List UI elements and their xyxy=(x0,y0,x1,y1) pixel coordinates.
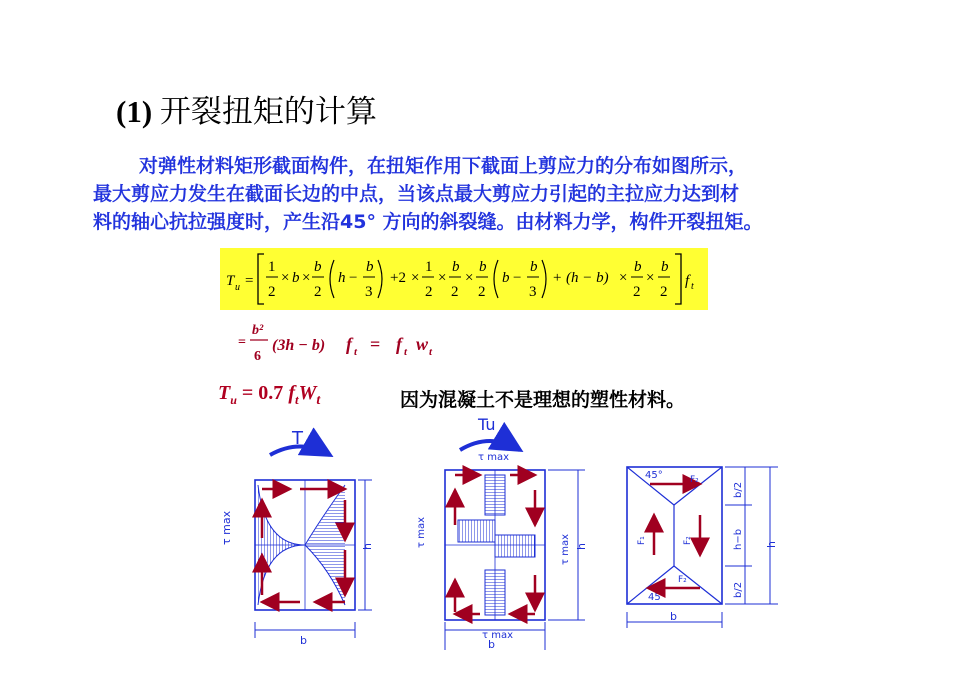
svg-text:b: b xyxy=(530,259,538,275)
note-text: 因为混凝土不是理想的塑性材料。 xyxy=(400,389,686,411)
svg-text:×: × xyxy=(646,270,655,286)
svg-text:3: 3 xyxy=(529,284,537,300)
d1-tau-label: τ max xyxy=(220,510,233,545)
f2-eq: = xyxy=(238,335,246,350)
d2-tau-bottom-label: τ max xyxy=(482,630,513,641)
paragraph-line-2: 最大剪应力发生在截面长边的中点，当该点最大剪应力引起的主拉应力达到材 xyxy=(93,183,740,205)
d2-torque-label: Tu xyxy=(478,415,496,434)
d2-b-label: b xyxy=(488,638,495,651)
svg-text:2: 2 xyxy=(633,284,641,300)
svg-text:×: × xyxy=(411,270,420,286)
d3-b-label: b xyxy=(670,610,677,623)
svg-text:2: 2 xyxy=(451,284,459,300)
term3-hb: (h − b) xyxy=(566,270,609,286)
term1-b-num: b xyxy=(314,259,322,275)
d3-F1-label: F₁ xyxy=(637,536,647,545)
d3-45-bot-label: 45° xyxy=(648,592,666,603)
d3-hb-label: h−b xyxy=(733,528,744,550)
heading-number: (1) xyxy=(116,94,153,129)
d3-F2-bot-label: F₂ xyxy=(678,575,687,585)
f2-ft2-sub: t xyxy=(404,346,408,358)
d3-h-label: h xyxy=(765,541,778,548)
paragraph-line-3: 料的轴心抗拉强度时，产生沿45° 方向的斜裂缝。由材料力学，构件开裂扭矩。 xyxy=(93,211,763,233)
svg-text:×: × xyxy=(438,270,447,286)
diagram-plastic xyxy=(416,415,588,651)
term1-b: b xyxy=(292,270,300,286)
f2-ft: f xyxy=(346,334,352,354)
term1-b-den: 2 xyxy=(314,284,322,300)
svg-text:b: b xyxy=(634,259,642,275)
svg-text:−: − xyxy=(349,270,358,286)
f3-coef: = 0.7 xyxy=(241,382,289,404)
term1-h: h xyxy=(338,270,346,286)
f3-T: T xyxy=(218,382,231,404)
f3-W-sub: t xyxy=(316,393,321,408)
f2-ft-sub: t xyxy=(354,346,358,358)
svg-text:×: × xyxy=(465,270,474,286)
svg-text:+: + xyxy=(553,270,562,286)
svg-text:3: 3 xyxy=(365,284,373,300)
formula-lhs-sub: u xyxy=(235,282,240,293)
d3-F2-top-label: F₂ xyxy=(690,475,699,485)
f2-w: w xyxy=(416,334,429,354)
formula-ft-sub: t xyxy=(691,281,694,292)
d3-45-top-label: 45° xyxy=(645,470,663,481)
d2-h-label: h xyxy=(575,543,588,550)
d1-h-label: h xyxy=(361,543,374,550)
svg-text:×: × xyxy=(302,270,311,286)
term1-num: 1 xyxy=(268,259,276,275)
d3-b2-top-label: b/2 xyxy=(733,481,744,498)
f2-w-sub: t xyxy=(429,346,433,358)
diagram-forces xyxy=(627,467,778,628)
svg-text:2: 2 xyxy=(478,284,486,300)
f2-den: 6 xyxy=(254,349,261,364)
svg-text:×: × xyxy=(281,270,290,286)
svg-text:1: 1 xyxy=(425,259,433,275)
formula-ft: f xyxy=(685,273,690,289)
svg-text:b: b xyxy=(366,259,374,275)
svg-text:b: b xyxy=(479,259,487,275)
d2-tau-left-label: τ max xyxy=(416,517,427,548)
d2-tau-top-label: τ max xyxy=(478,452,509,463)
f3-T-sub: u xyxy=(230,393,237,407)
f2-eq2: = xyxy=(370,334,381,354)
d3-F2-label: F₂ xyxy=(683,536,693,545)
svg-text:2: 2 xyxy=(660,284,668,300)
f3-W: W xyxy=(298,382,317,404)
diagram-elastic xyxy=(220,428,374,647)
f2-paren: (3h − b) xyxy=(272,337,326,354)
term2-plus2: +2 xyxy=(390,270,406,286)
f2-ft2: f xyxy=(396,334,402,354)
svg-text:−: − xyxy=(513,270,522,286)
svg-text:2: 2 xyxy=(425,284,433,300)
f3-f-sub: t xyxy=(294,392,299,407)
paragraph-line-1: 对弹性材料矩形截面构件，在扭矩作用下截面上剪应力的分布如图所示， xyxy=(139,155,748,177)
svg-text:b: b xyxy=(661,259,669,275)
d3-b2-bot-label: b/2 xyxy=(733,581,744,598)
svg-text:×: × xyxy=(619,270,628,286)
f2-num: b² xyxy=(252,323,264,338)
formula-lhs: T xyxy=(226,273,235,289)
svg-text:b: b xyxy=(452,259,460,275)
d1-b-label: b xyxy=(300,634,307,647)
heading-text: 开裂扭矩的计算 xyxy=(159,94,377,129)
svg-text:b: b xyxy=(502,270,510,286)
d2-tau-right-label: τ max xyxy=(560,534,571,565)
formula-eq: = xyxy=(245,273,254,289)
f3-f: f xyxy=(288,382,295,404)
d1-torque-label: T xyxy=(292,428,303,449)
term1-den: 2 xyxy=(268,284,276,300)
